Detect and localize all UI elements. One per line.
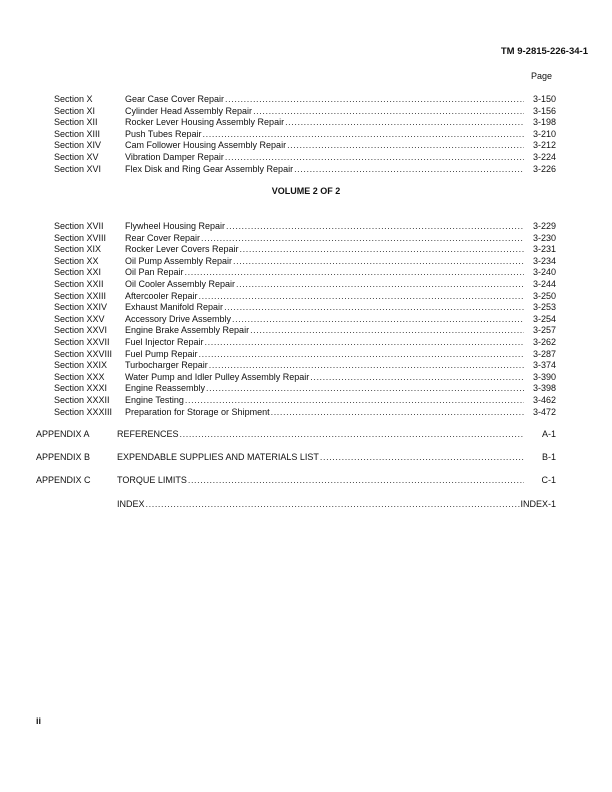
entry-page: 3-212	[532, 140, 556, 151]
appendix-entry	[36, 474, 556, 486]
dot-leader	[310, 372, 524, 384]
entry-title: Aftercooler Repair	[125, 290, 198, 301]
entry-title-wrap	[117, 428, 530, 440]
entry-page: 3-390	[532, 371, 556, 382]
entry-title: Exhaust Manifold Repair	[125, 302, 224, 313]
toc-entry	[54, 244, 556, 256]
dot-leader	[205, 337, 524, 349]
toc-entry	[54, 117, 556, 129]
entry-title-wrap	[125, 360, 530, 372]
section-label: Section XVIII	[54, 232, 107, 243]
entry-title-wrap	[117, 474, 530, 486]
entry-page: 3-156	[532, 105, 556, 116]
dot-leader	[250, 325, 524, 337]
entry-title: Water Pump and Idler Pulley Assembly Repair	[125, 371, 310, 382]
toc-list-volume-2	[54, 221, 556, 418]
entry-title: Fuel Injector Repair	[125, 336, 204, 347]
entry-title: Oil Pump Assembly Repair	[125, 255, 233, 266]
toc-entry	[54, 152, 556, 164]
entry-title-wrap	[125, 291, 530, 303]
toc-entry	[54, 325, 556, 337]
entry-page: 3-150	[532, 94, 556, 104]
entry-title: Turbocharger Repair	[125, 360, 208, 371]
entry-title: Flex Disk and Ring Gear Assembly Repair	[125, 163, 294, 174]
page-column-label: Page	[531, 71, 553, 81]
dot-leader	[188, 474, 524, 486]
dot-leader	[146, 498, 521, 510]
section-label: Section XXXI	[54, 383, 108, 394]
toc-entry	[54, 372, 556, 384]
entry-title-wrap	[125, 337, 530, 349]
appendix-page: C-1	[541, 475, 556, 485]
appendix-title: REFERENCES	[117, 429, 179, 439]
entry-title-wrap	[125, 302, 530, 314]
dot-leader	[294, 164, 524, 176]
toc-entry	[54, 221, 556, 233]
entry-page: 3-244	[532, 278, 556, 289]
dot-leader	[206, 383, 524, 395]
toc-entry	[54, 256, 556, 268]
dot-leader	[203, 129, 524, 141]
dot-leader	[185, 267, 524, 279]
section-label: Section X	[54, 94, 93, 104]
entry-title: Push Tubes Repair	[125, 128, 202, 139]
index-entry	[117, 498, 556, 510]
appendix-entry	[36, 451, 556, 463]
entry-title: Preparation for Storage or Shipment	[125, 406, 270, 417]
toc-entry	[54, 349, 556, 361]
entry-title-wrap	[125, 256, 530, 268]
dot-leader	[185, 395, 524, 407]
section-label: Section XIII	[54, 128, 101, 139]
entry-title: Engine Brake Assembly Repair	[125, 325, 250, 336]
entry-title-wrap	[125, 395, 530, 407]
entry-title-wrap	[125, 152, 530, 164]
entry-page: 3-231	[532, 244, 556, 255]
entry-page: 3-198	[532, 117, 556, 128]
section-label: Section XIV	[54, 140, 102, 151]
dot-leader	[225, 94, 524, 106]
toc-entry	[54, 291, 556, 303]
appendix-label: APPENDIX B	[36, 452, 91, 462]
entry-title: Oil Pan Repair	[125, 267, 184, 278]
toc-entry	[54, 129, 556, 141]
section-label: Section XIX	[54, 244, 102, 255]
entry-title-wrap	[125, 349, 530, 361]
entry-page: 3-262	[532, 336, 556, 347]
toc-entry	[54, 407, 556, 419]
dot-leader	[209, 360, 524, 372]
appendix-title: TORQUE LIMITS	[117, 475, 187, 485]
entry-page: 3-250	[532, 290, 556, 301]
entry-title: Accessory Drive Assembly	[125, 313, 232, 324]
entry-title: Flywheel Housing Repair	[125, 221, 226, 231]
entry-title: Gear Case Cover Repair	[125, 94, 225, 104]
entry-title-wrap	[125, 383, 530, 395]
entry-title-wrap	[125, 94, 530, 106]
entry-title-wrap	[125, 140, 530, 152]
entry-title: Cylinder Head Assembly Repair	[125, 105, 253, 116]
entry-title-wrap	[125, 279, 530, 291]
appendix-title: EXPENDABLE SUPPLIES AND MATERIALS LIST	[117, 452, 319, 462]
entry-title-wrap	[125, 314, 530, 326]
dot-leader	[287, 140, 524, 152]
dot-leader	[201, 233, 524, 245]
toc-entry	[54, 140, 556, 152]
section-label: Section XI	[54, 105, 96, 116]
entry-title-wrap	[125, 106, 530, 118]
entry-title-wrap	[125, 244, 530, 256]
dot-leader	[180, 428, 524, 440]
section-label: Section XXIII	[54, 290, 107, 301]
section-label: Section XXXII	[54, 394, 110, 405]
dot-leader	[226, 221, 524, 233]
entry-title: Oil Cooler Assembly Repair	[125, 278, 236, 289]
appendix-page: A-1	[541, 429, 556, 439]
section-label: Section XV	[54, 151, 99, 162]
entry-page: 3-287	[532, 348, 556, 359]
index-title: INDEX	[117, 499, 145, 509]
entry-title-wrap	[125, 325, 530, 337]
appendix-page: B-1	[541, 452, 556, 462]
toc-list-volume-1	[54, 94, 556, 175]
entry-page: 3-210	[532, 128, 556, 139]
toc-entry	[54, 360, 556, 372]
volume-heading: VOLUME 2 OF 2	[271, 186, 341, 196]
appendix-label: APPENDIX A	[36, 429, 90, 439]
toc-entry	[54, 279, 556, 291]
entry-title: Vibration Damper Repair	[125, 151, 224, 162]
entry-page: 3-254	[532, 313, 556, 324]
toc-entry	[54, 395, 556, 407]
section-label: Section XXVI	[54, 325, 108, 336]
section-label: Section XX	[54, 255, 99, 266]
entry-title: Fuel Pump Repair	[125, 348, 198, 359]
dot-leader	[233, 256, 524, 268]
toc-entry	[54, 106, 556, 118]
section-label: Section XVI	[54, 163, 102, 174]
entry-page: 3-462	[532, 394, 556, 405]
toc-entry	[54, 383, 556, 395]
dot-leader	[285, 117, 524, 129]
entry-title-wrap	[125, 129, 530, 141]
dot-leader	[236, 279, 524, 291]
entry-page: 3-253	[532, 302, 556, 313]
dot-leader	[224, 302, 524, 314]
toc-entry	[54, 233, 556, 245]
entry-page: 3-226	[532, 163, 556, 174]
toc-entry	[54, 314, 556, 326]
page-folio: ii	[36, 716, 42, 726]
entry-title-wrap	[125, 164, 530, 176]
entry-page: 3-374	[532, 360, 556, 371]
entry-title-wrap	[125, 267, 530, 279]
document-number: TM 9-2815-226-34-1	[500, 46, 588, 57]
dot-leader	[253, 106, 524, 118]
dot-leader	[240, 244, 524, 256]
entry-title: Rocker Lever Housing Assembly Repair	[125, 117, 285, 128]
dot-leader	[199, 349, 524, 361]
toc-entry	[54, 302, 556, 314]
section-label: Section XII	[54, 117, 98, 128]
dot-leader	[320, 451, 524, 463]
section-label: Section XVII	[54, 221, 104, 231]
section-label: Section XXX	[54, 371, 105, 382]
section-label: Section XXIX	[54, 360, 108, 371]
entry-title: Rocker Lever Covers Repair	[125, 244, 239, 255]
entry-title: Engine Reassembly	[125, 383, 206, 394]
entry-title-wrap	[125, 372, 530, 384]
dot-leader	[271, 407, 524, 419]
entry-title-wrap	[117, 451, 530, 463]
entry-page: 3-234	[532, 255, 556, 266]
dot-leader	[225, 152, 524, 164]
entry-page: 3-230	[532, 232, 556, 243]
section-label: Section XXV	[54, 313, 105, 324]
section-label: Section XXIV	[54, 302, 108, 313]
entry-page: 3-472	[532, 406, 556, 417]
entry-title-wrap	[125, 407, 530, 419]
appendix-entry	[36, 428, 556, 440]
entry-title-wrap	[125, 233, 530, 245]
entry-title-wrap	[125, 117, 530, 129]
entry-page: 3-224	[532, 151, 556, 162]
entry-page: 3-240	[532, 267, 556, 278]
index-page: INDEX-1	[520, 499, 556, 509]
toc-entry	[54, 94, 556, 106]
section-label: Section XXI	[54, 267, 102, 278]
section-label: Section XXVII	[54, 336, 110, 347]
entry-page: 3-257	[532, 325, 556, 336]
section-label: Section XXVIII	[54, 348, 113, 359]
entry-title: Engine Testing	[125, 394, 184, 405]
toc-entry	[54, 164, 556, 176]
section-label: Section XXXIII	[54, 406, 113, 417]
section-label: Section XXII	[54, 278, 104, 289]
entry-title: Rear Cover Repair	[125, 232, 201, 243]
entry-title: Cam Follower Housing Assembly Repair	[125, 140, 287, 151]
toc-entry	[54, 337, 556, 349]
appendix-label: APPENDIX C	[36, 475, 91, 485]
entry-title-wrap	[125, 221, 530, 233]
entry-page: 3-398	[532, 383, 556, 394]
dot-leader	[232, 314, 524, 326]
toc-entry	[54, 267, 556, 279]
entry-page: 3-229	[532, 221, 556, 231]
dot-leader	[199, 291, 524, 303]
